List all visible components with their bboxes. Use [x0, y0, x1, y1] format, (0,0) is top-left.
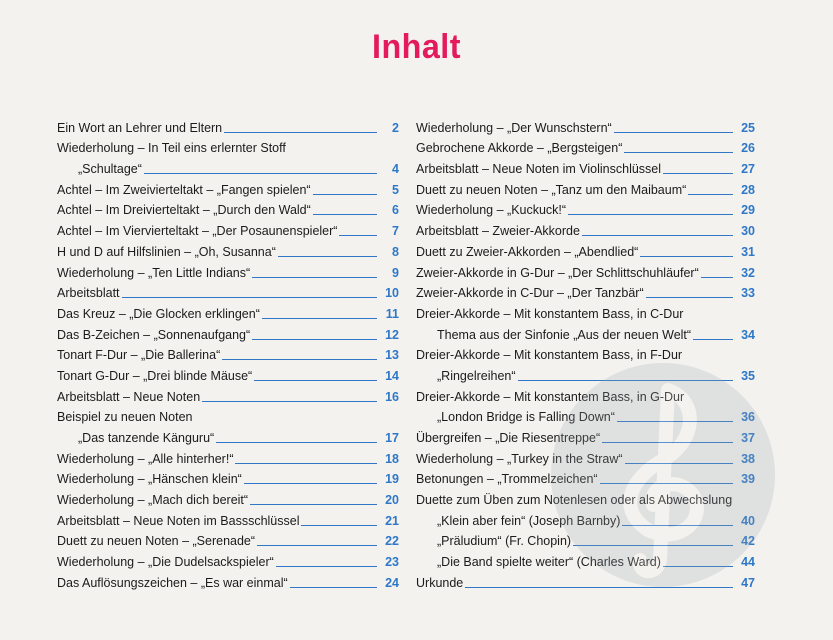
toc-page-number: 26 — [741, 141, 755, 156]
toc-leader-line — [257, 545, 377, 546]
toc-leader-line — [518, 380, 733, 381]
toc-page-number: 31 — [741, 244, 755, 259]
toc-page-number: 21 — [385, 513, 399, 528]
toc-leader-line — [701, 277, 733, 278]
toc-leader-line — [614, 132, 733, 133]
toc-entry-title: Tonart F-Dur – „Die Ballerina“ — [57, 348, 221, 363]
toc-entry — [416, 507, 755, 528]
toc-left-column — [57, 114, 399, 590]
toc-leader-line — [602, 442, 733, 443]
toc-leader-line — [250, 504, 377, 505]
toc-entry-title: H und D auf Hilfslinien – „Oh, Susanna“ — [57, 244, 276, 259]
toc-entry-title: Das Kreuz – „Die Glocken erklingen“ — [57, 306, 260, 321]
toc-page-number: 37 — [741, 431, 755, 445]
toc-entry — [57, 466, 399, 487]
toc-entry-title: Dreier-Akkorde – Mit konstantem Bass, in G-Dur — [416, 389, 685, 404]
toc-entry — [416, 569, 755, 590]
toc-entry-title: Achtel – Im Viervierteltakt – „Der Posaunenspieler“ — [57, 224, 338, 239]
toc-leader-line — [625, 463, 733, 464]
toc-leader-line — [640, 256, 733, 257]
toc-entry-title: Übergreifen – „Die Riesentreppe“ — [416, 431, 601, 445]
toc-leader-line — [262, 318, 377, 319]
toc-leader-line — [144, 173, 377, 174]
toc-entry-title: Arbeitsblatt – Neue Noten im Violinschlüssel — [416, 162, 662, 177]
toc-page-number: 33 — [741, 286, 755, 301]
toc-entry-title: „Klein aber fein“ (Joseph Barnby) — [437, 513, 621, 528]
toc-entry-title: Wiederholung – „Ten Little Indians“ — [57, 265, 251, 280]
toc-leader-line — [624, 152, 733, 153]
toc-entry — [57, 238, 399, 259]
toc-entry — [57, 383, 399, 404]
toc-leader-line — [600, 483, 733, 484]
toc-page-number: 6 — [392, 203, 399, 218]
toc-leader-line — [224, 132, 377, 133]
toc-entry — [57, 569, 399, 590]
toc-entry — [57, 300, 399, 321]
toc-entry — [416, 197, 755, 218]
toc-entry-title: Zweier-Akkorde in G-Dur – „Der Schlittschuhläufer“ — [416, 265, 699, 280]
toc-entry-title: Urkunde — [416, 575, 464, 590]
toc-entry-title: „Präludium“ (Fr. Chopin) — [437, 534, 572, 549]
toc-leader-line — [122, 297, 377, 298]
toc-page-number: 2 — [392, 120, 399, 135]
toc-leader-line — [252, 339, 377, 340]
toc-entry — [57, 155, 399, 176]
toc-entry — [57, 135, 399, 156]
toc-entry — [57, 321, 399, 342]
toc-leader-line — [278, 256, 377, 257]
toc-leader-line — [573, 545, 733, 546]
toc-page-number: 19 — [385, 472, 399, 487]
toc-entry — [416, 321, 755, 342]
toc-entry-title: Wiederholung – In Teil eins erlernter Stoff — [57, 141, 286, 156]
toc-entry-title: „London Bridge is Falling Down“ — [437, 410, 615, 425]
toc-entry-title: Wiederholung – „Der Wunschstern“ — [416, 120, 612, 135]
toc-page-number: 38 — [741, 451, 755, 466]
toc-entry — [57, 197, 399, 218]
toc-entry — [57, 176, 399, 197]
toc-leader-line — [244, 483, 377, 484]
toc-leader-line — [693, 339, 733, 340]
toc-page-number: 35 — [741, 368, 755, 383]
toc-entry-title: Tonart G-Dur – „Drei blinde Mäuse“ — [57, 368, 253, 383]
toc-entry-title: „Die Band spielte weiter“ (Charles Ward) — [437, 555, 661, 570]
toc-leader-line — [582, 235, 733, 236]
toc-leader-line — [222, 359, 377, 360]
toc-page-number: 5 — [392, 182, 399, 197]
toc-entry — [416, 424, 755, 445]
toc-entry-title: Achtel – Im Zweivierteltakt – „Fangen spielen“ — [57, 182, 311, 197]
toc-entry-title: Ein Wort an Lehrer und Eltern — [57, 120, 223, 135]
toc-page-number: 29 — [741, 203, 755, 218]
toc-leader-line — [622, 525, 733, 526]
toc-entry — [416, 217, 755, 238]
toc-entry — [57, 404, 399, 425]
toc-entry — [416, 114, 755, 135]
toc-entry-title: „Das tanzende Känguru“ — [78, 431, 215, 445]
toc-entry-title: Duette zum Üben zum Notenlesen oder als Abwechslung — [416, 493, 733, 508]
toc-entry-title: Wiederholung – „Kuckuck!“ — [416, 203, 567, 218]
toc-leader-line — [216, 442, 377, 443]
toc-entry-title: Duett zu Zweier-Akkorden – „Abendlied“ — [416, 244, 639, 259]
toc-page-number: 27 — [741, 162, 755, 177]
toc-entry-title: Zweier-Akkorde in C-Dur – „Der Tanzbär“ — [416, 286, 644, 301]
toc-page-number: 24 — [385, 575, 399, 590]
toc-entry — [57, 507, 399, 528]
toc-entry — [57, 280, 399, 301]
toc-entry-title: Wiederholung – „Die Dudelsackspieler“ — [57, 555, 274, 570]
toc-entry — [416, 176, 755, 197]
toc-leader-line — [252, 277, 377, 278]
toc-entry-title: „Ringelreihen“ — [437, 368, 516, 383]
toc-page-number: 17 — [385, 431, 399, 445]
toc-entry — [416, 548, 755, 569]
toc-entry — [57, 486, 399, 507]
toc-page-number: 34 — [741, 327, 755, 342]
toc-entry — [57, 548, 399, 569]
toc-entry — [57, 528, 399, 549]
toc-entry — [57, 217, 399, 238]
toc-entry-title: Beispiel zu neuen Noten — [57, 410, 193, 425]
toc-page-number: 10 — [385, 286, 399, 301]
toc-entry-title: Das B-Zeichen – „Sonnenaufgang“ — [57, 327, 251, 342]
toc-entry — [416, 486, 755, 507]
toc-page-number: 12 — [385, 327, 399, 342]
toc-entry-title: Thema aus der Sinfonie „Aus der neuen Welt“ — [437, 327, 692, 342]
toc-leader-line — [235, 463, 377, 464]
toc-leader-line — [568, 214, 733, 215]
toc-leader-line — [254, 380, 377, 381]
toc-leader-line — [313, 214, 377, 215]
toc-entry-title: Dreier-Akkorde – Mit konstantem Bass, in C-Dur — [416, 306, 684, 321]
toc-leader-line — [465, 587, 733, 588]
toc-leader-line — [202, 401, 377, 402]
toc-page-number: 7 — [392, 224, 399, 239]
toc-entry-title: Dreier-Akkorde – Mit konstantem Bass, in F-Dur — [416, 348, 683, 363]
toc-entry — [416, 383, 755, 404]
toc-leader-line — [301, 525, 377, 526]
toc-page-number: 8 — [392, 244, 399, 259]
toc-leader-line — [646, 297, 733, 298]
toc-entry — [57, 362, 399, 383]
toc-entry-title: Achtel – Im Dreivierteltakt – „Durch den Wald“ — [57, 203, 311, 218]
toc-page-number: 18 — [385, 451, 399, 466]
toc-entry — [57, 259, 399, 280]
toc-page-number: 14 — [385, 368, 399, 383]
page-title: Inhalt — [371, 28, 461, 66]
toc-page-number: 30 — [741, 224, 755, 239]
toc-page-number: 20 — [385, 493, 399, 508]
toc-leader-line — [290, 587, 377, 588]
toc-right-column — [416, 114, 755, 590]
toc-page-number: 28 — [741, 182, 755, 197]
toc-entry — [416, 342, 755, 363]
toc-entry — [416, 238, 755, 259]
toc-leader-line — [688, 194, 733, 195]
toc-entry — [416, 528, 755, 549]
toc-entry-title: Wiederholung – „Hänschen klein“ — [57, 472, 242, 487]
toc-page-number: 40 — [741, 513, 755, 528]
toc-entry — [57, 424, 399, 445]
toc-leader-line — [617, 421, 733, 422]
toc-entry — [416, 466, 755, 487]
toc-entry — [416, 280, 755, 301]
toc-entry — [416, 135, 755, 156]
toc-page-number: 23 — [385, 555, 399, 570]
toc-page-number: 22 — [385, 534, 399, 549]
toc-entry — [416, 445, 755, 466]
toc-entry-title: Wiederholung – „Turkey in the Straw“ — [416, 451, 623, 466]
toc-entry-title: Duett zu neuen Noten – „Serenade“ — [57, 534, 256, 549]
toc-entry — [57, 445, 399, 466]
toc-page-number: 25 — [741, 120, 755, 135]
toc-entry-title: Duett zu neuen Noten – „Tanz um den Maibaum“ — [416, 182, 687, 197]
toc-entry-title: „Schultage“ — [78, 162, 142, 177]
toc-entry-title: Gebrochene Akkorde – „Bergsteigen“ — [416, 141, 623, 156]
toc-page-number: 11 — [385, 306, 399, 321]
toc-page-number: 39 — [741, 472, 755, 487]
toc-page-number: 47 — [741, 575, 755, 590]
toc-entry — [416, 404, 755, 425]
toc-entry — [57, 342, 399, 363]
toc-page-number: 4 — [392, 162, 399, 177]
toc-entry-title: Arbeitsblatt – Neue Noten im Bassschlüssel — [57, 513, 300, 528]
toc-page-number: 42 — [741, 534, 755, 549]
toc-entry-title: Arbeitsblatt – Zweier-Akkorde — [416, 224, 580, 239]
toc-entry-title: Wiederholung – „Mach dich bereit“ — [57, 493, 249, 508]
toc-page-number: 32 — [741, 265, 755, 280]
toc-leader-line — [339, 235, 377, 236]
toc-entry-title: Arbeitsblatt — [57, 286, 120, 301]
toc-page-number: 9 — [392, 265, 399, 280]
toc-page-number: 44 — [741, 555, 755, 570]
toc-entry — [416, 155, 755, 176]
toc-entry-title: Betonungen – „Trommelzeichen“ — [416, 472, 598, 487]
toc-leader-line — [276, 566, 377, 567]
toc-leader-line — [663, 173, 733, 174]
toc-entry-title: Arbeitsblatt – Neue Noten — [57, 389, 201, 404]
toc-entry — [416, 362, 755, 383]
toc-entry — [57, 114, 399, 135]
toc-page-number: 16 — [385, 389, 399, 404]
toc-entry — [416, 300, 755, 321]
toc-page-number: 36 — [741, 410, 755, 425]
toc-entry-title: Wiederholung – „Alle hinterher!“ — [57, 451, 234, 466]
toc-entry-title: Das Auflösungszeichen – „Es war einmal“ — [57, 575, 288, 590]
toc-page-number: 13 — [385, 348, 399, 363]
toc-leader-line — [313, 194, 377, 195]
toc-entry — [416, 259, 755, 280]
toc-leader-line — [663, 566, 733, 567]
